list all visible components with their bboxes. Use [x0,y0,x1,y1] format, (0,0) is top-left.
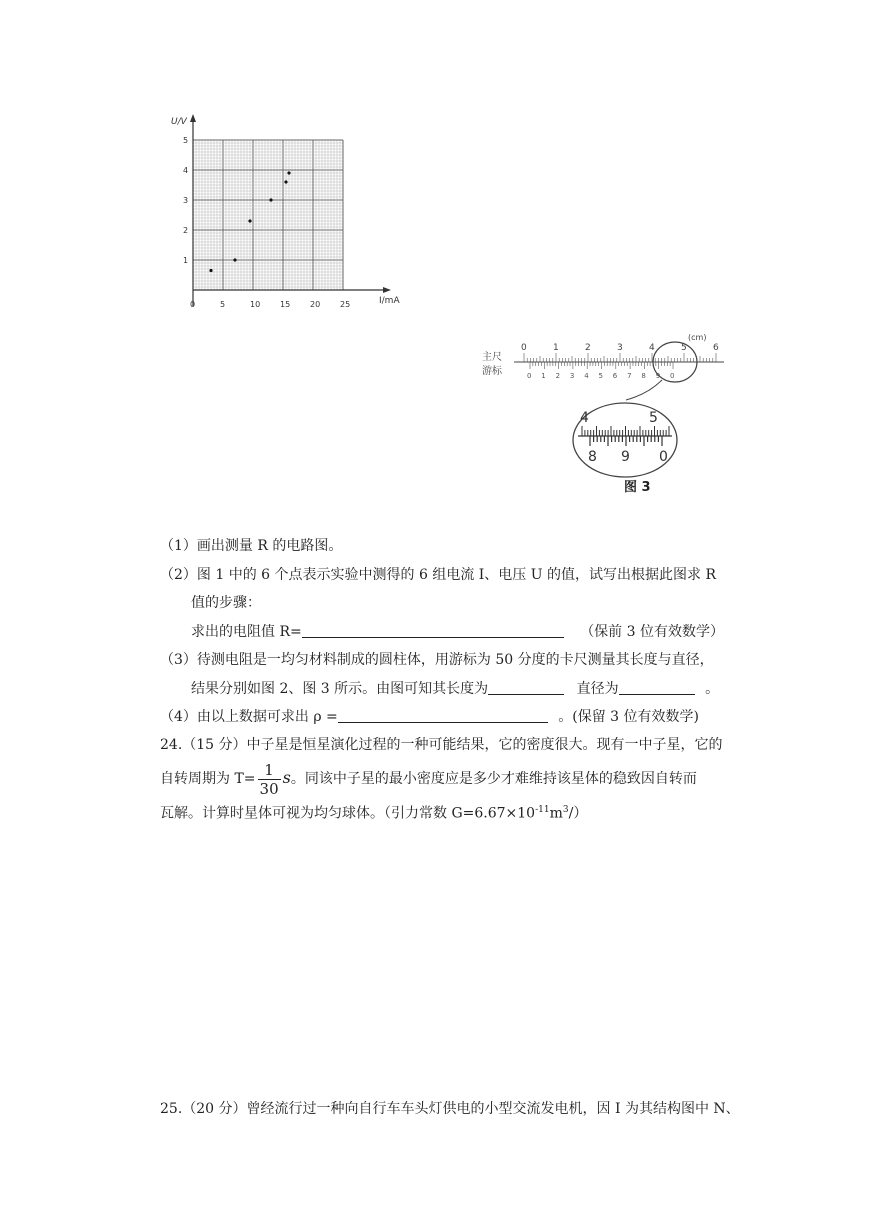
zoom-main-4: 4 [580,410,589,426]
vernier-tick-label: 7 [627,372,632,380]
unit-m: m [549,805,563,822]
y-tick-label: 4 [183,166,189,175]
diameter-prefix: 直径为 [576,681,619,697]
x-tick-label: 15 [280,300,291,309]
question-25-line-1: 25.（20 分）曾经流行过一种向自行车车头灯供电的小型交流发电机，因 I 为其结构图中 N、 [160,1101,740,1117]
main-tick-label: 6 [713,343,719,353]
rho-note: 。(保留 3 位有效数学) [558,709,699,725]
length-prefix: 结果分别如图 2、图 3 所示。由图可知其长度为 [191,681,489,697]
vernier-tick-label: 0 [670,372,675,380]
question-part-2-cont: 值的步骤： [191,595,261,611]
zoom-vern-8: 8 [588,449,597,465]
zoom-vern-0: 0 [659,449,668,465]
vernier-tick-label: 1 [541,372,546,380]
zoom-main-5: 5 [649,410,658,426]
question-part-1: （1）画出测量 R 的电路图。 [160,538,343,554]
x-tick-label: 5 [220,300,226,309]
period-prefix: 自转周期为 T= [160,771,256,787]
vernier-tick-label: 0 [527,372,532,380]
period-unit: s [282,768,291,787]
y-axis-arrow [190,114,196,122]
y-tick-label: 1 [183,256,189,265]
graph-grid [193,140,343,290]
x-tick-label: 0 [190,300,196,309]
main-scale-label: 主尺 [482,352,502,363]
x-tick-label: 20 [310,300,321,309]
period-fraction [258,761,281,798]
main-scale-ticks [521,343,719,362]
unit-tail: /） [568,805,588,822]
vernier-scale-ticks [527,362,674,380]
vernier-scale-label: 游标 [482,366,502,377]
vernier-tick-label: 3 [569,372,575,380]
question-24-line-2 [160,760,697,798]
fraction-numerator: 1 [258,761,281,780]
question-part-4 [160,707,699,727]
data-point [284,180,287,183]
gravity-constant-text: 瓦解。计算时星体可视为均匀球体。（引力常数 G=6.67×10 [160,805,536,822]
rho-answer-blank[interactable] [338,708,548,723]
data-point [233,258,236,261]
period-mark: 。 [705,681,720,697]
main-tick-label: 0 [521,343,527,353]
answer-note: （保前 3 位有效数学） [580,624,724,640]
zoom-vern-9: 9 [621,449,630,465]
vernier-tick-label: 2 [555,372,561,380]
main-tick-label: 3 [617,343,623,353]
ui-graph-figure [165,108,425,318]
data-point [209,269,212,272]
vernier-tick-label: 6 [612,372,618,380]
x-tick-label: 25 [340,300,351,309]
y-tick-label: 2 [183,226,189,235]
question-part-2-answer-line [191,622,724,642]
figure-caption: 图 3 [624,480,651,495]
data-point [287,171,290,174]
main-tick-label: 4 [649,343,655,353]
unit-label: (cm) [688,333,707,342]
question-24-line-3 [160,800,587,824]
fraction-denominator: 30 [259,779,279,798]
y-tick-label: 3 [183,196,189,205]
question-part-3-cont [191,679,719,699]
y-tick-labels [183,136,188,265]
main-tick-label: 5 [681,343,687,353]
exponent-cube: 3 [562,805,569,815]
main-tick-label: 1 [553,343,559,353]
magnify-pointer [626,380,662,400]
exponent: -11 [535,805,550,815]
answer-prefix: 求出的电阻值 R= [191,624,302,640]
data-point [269,198,272,201]
question-24-line-2-rest: 。同该中子星的最小密度应是多少才难维持该星体的稳致因自转而 [290,771,697,787]
resistance-answer-blank[interactable] [302,623,564,638]
data-point [248,219,251,222]
x-tick-label: 10 [250,300,261,309]
y-axis-label: U/V [171,117,187,127]
y-tick-label: 5 [183,136,189,145]
diameter-answer-blank[interactable] [619,680,695,695]
x-axis-arrow [383,287,391,293]
main-tick-label: 2 [585,343,591,353]
vernier-tick-label: 9 [655,372,661,380]
question-part-2: （2）图 1 中的 6 个点表示实验中测得的 6 组电流 I、电压 U 的值，试写出根据此图求 R [160,567,716,583]
question-24-line-1: 24.（15 分）中子星是恒星演化过程的一种可能结果，它的密度很大。现有一中子星，它的 [160,737,723,753]
vernier-tick-label: 8 [641,372,646,380]
x-tick-labels [190,300,350,309]
rho-prefix: （4）由以上数据可求出 ρ = [160,709,338,725]
vernier-tick-label: 5 [598,372,603,380]
vernier-caliper-figure [478,328,738,498]
question-part-3: （3）待测电阻是一均匀材料制成的圆柱体，用游标为 50 分度的卡尺测量其长度与直径， [160,652,714,668]
vernier-tick-label: 4 [584,372,589,380]
length-answer-blank[interactable] [488,680,564,695]
x-axis-label: I/mA [379,296,400,306]
